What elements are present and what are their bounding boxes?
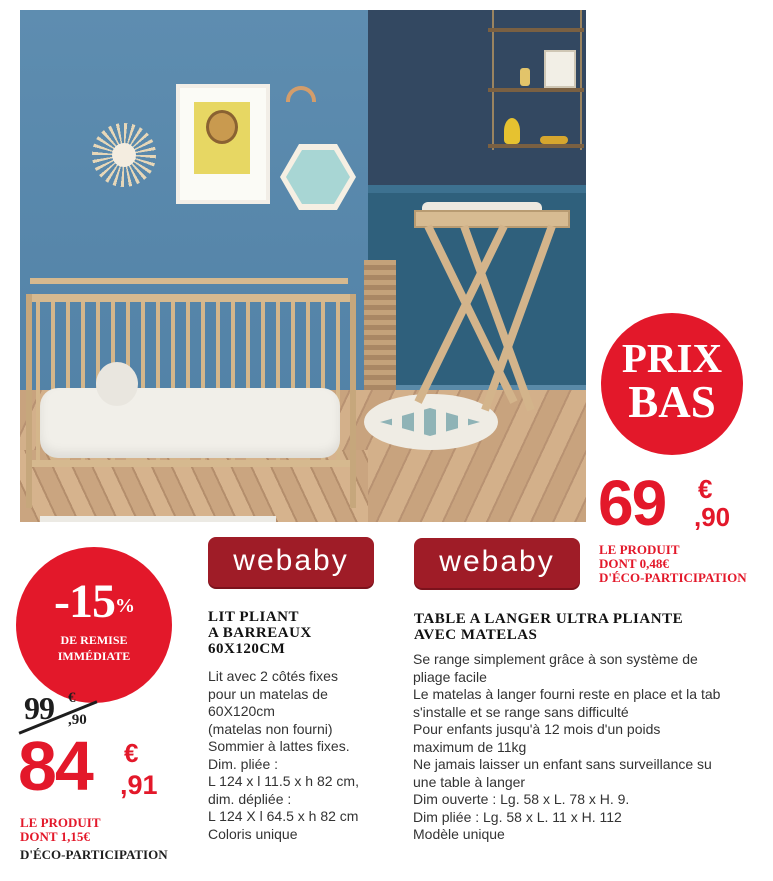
title-line: 60X120CM xyxy=(208,641,286,657)
title-line: TABLE A LANGER ULTRA PLIANTE xyxy=(414,611,684,627)
title-line: LIT PLIANT xyxy=(208,609,300,625)
shelf-vase xyxy=(504,118,520,144)
shelf-toys xyxy=(540,136,568,144)
price-left-currency: € xyxy=(124,738,139,768)
percent-sign: % xyxy=(114,595,134,617)
discount-value: -15 xyxy=(54,575,115,628)
old-price-decimals: ,90 xyxy=(68,712,87,728)
price-left-integer: 84 xyxy=(18,727,92,805)
product-right-title xyxy=(414,611,683,643)
product-left-title xyxy=(208,609,312,657)
eco-line: LE PRODUIT xyxy=(20,815,101,830)
prix-bas-badge xyxy=(601,313,743,455)
product-right-description xyxy=(413,651,773,844)
desc-line: Dim ouverte : Lg. 58 x L. 78 x H. 9. xyxy=(413,791,630,807)
desc-line: dim. dépliée : xyxy=(208,790,292,807)
desc-line: pour un matelas de xyxy=(208,685,328,702)
plush-toy xyxy=(96,362,138,406)
crib-illustration xyxy=(26,268,356,508)
webaby-logo: webaby xyxy=(208,537,374,587)
navy-wall xyxy=(368,10,586,190)
eco-participation-right xyxy=(599,543,747,585)
crib-back-rail xyxy=(30,278,348,284)
shelf-middle xyxy=(488,88,584,92)
desc-line: Se range simplement grâce à son système de xyxy=(413,651,698,667)
desc-line: Dim pliée : Lg. 58 x L. 11 x H. 112 xyxy=(413,808,622,825)
product-photo xyxy=(20,10,586,522)
title-line: AVEC MATELAS xyxy=(414,627,538,643)
desc-line: 60X120cm xyxy=(208,703,275,719)
product-left-description xyxy=(208,668,359,843)
price-right-integer: 69 xyxy=(598,467,666,539)
changing-table-top xyxy=(414,210,570,228)
shelf-frame xyxy=(544,50,576,88)
floor-mat xyxy=(40,516,276,522)
prix-bas-line1: PRIX xyxy=(621,335,723,381)
price-right-currency: € xyxy=(698,474,713,504)
eco-line: D'ÉCO-PARTICIPATION xyxy=(20,847,168,862)
desc-line: Dim. pliée : xyxy=(208,755,279,772)
webaby-logo: webaby xyxy=(414,538,580,588)
desc-line: pliage facile xyxy=(413,668,487,685)
price-right-decimals: ,90 xyxy=(694,502,731,532)
old-price-currency: € xyxy=(68,690,76,706)
desc-line: Coloris unique xyxy=(208,825,298,842)
title-line: A BARREAUX xyxy=(208,625,312,641)
shelf-top xyxy=(488,28,584,32)
old-price-integer: 99 xyxy=(24,690,54,726)
desc-line: L 124 x l 11.5 x h 82 cm, xyxy=(208,773,359,789)
eco-line: LE PRODUIT xyxy=(599,542,680,557)
wicker-basket xyxy=(364,260,396,390)
desc-line: Ne jamais laisser un enfant sans surveillance su xyxy=(413,756,712,772)
prix-bas-line2: BAS xyxy=(628,377,716,427)
eco-line: D'ÉCO-PARTICIPATION xyxy=(599,570,747,585)
desc-line: Pour enfants jusqu'à 12 mois d'un poids xyxy=(413,721,661,737)
desc-line: Modèle unique xyxy=(413,826,505,842)
discount-line2: IMMÉDIATE xyxy=(57,649,131,663)
desc-line: une table à langer xyxy=(413,773,526,790)
desc-line: maximum de 11kg xyxy=(413,738,527,755)
crib-bottom-rail xyxy=(26,460,356,467)
eco-line: DONT 1,15€ xyxy=(20,829,90,844)
desc-line: L 124 X l 64.5 x h 82 cm xyxy=(208,808,359,824)
eco-line: DONT 0,48€ xyxy=(599,556,669,571)
sunburst-mirror xyxy=(92,123,156,187)
crib-bedding xyxy=(40,388,340,458)
desc-line: Sommier à lattes fixes. xyxy=(208,738,350,754)
crib-leg xyxy=(350,294,356,508)
discount-badge xyxy=(16,547,172,703)
discount-percent xyxy=(16,577,172,627)
crib-leg xyxy=(26,294,32,508)
lion-illustration xyxy=(206,110,238,144)
crib-top-rail xyxy=(26,294,356,302)
eco-participation-left xyxy=(20,816,101,844)
desc-line: (matelas non fourni) xyxy=(208,720,333,737)
wainscot-rail xyxy=(368,185,586,193)
desc-line: Lit avec 2 côtés fixes xyxy=(208,668,338,684)
desc-line: s'installe et se range sans difficulté xyxy=(413,703,629,720)
shelf-bottom xyxy=(488,144,584,148)
desc-line: Le matelas à langer fourni reste en place et la tab xyxy=(413,686,721,702)
discount-line1: DE REMISE xyxy=(60,633,128,647)
shelf-jar xyxy=(520,68,530,86)
price-left-decimals: ,91 xyxy=(120,770,158,800)
